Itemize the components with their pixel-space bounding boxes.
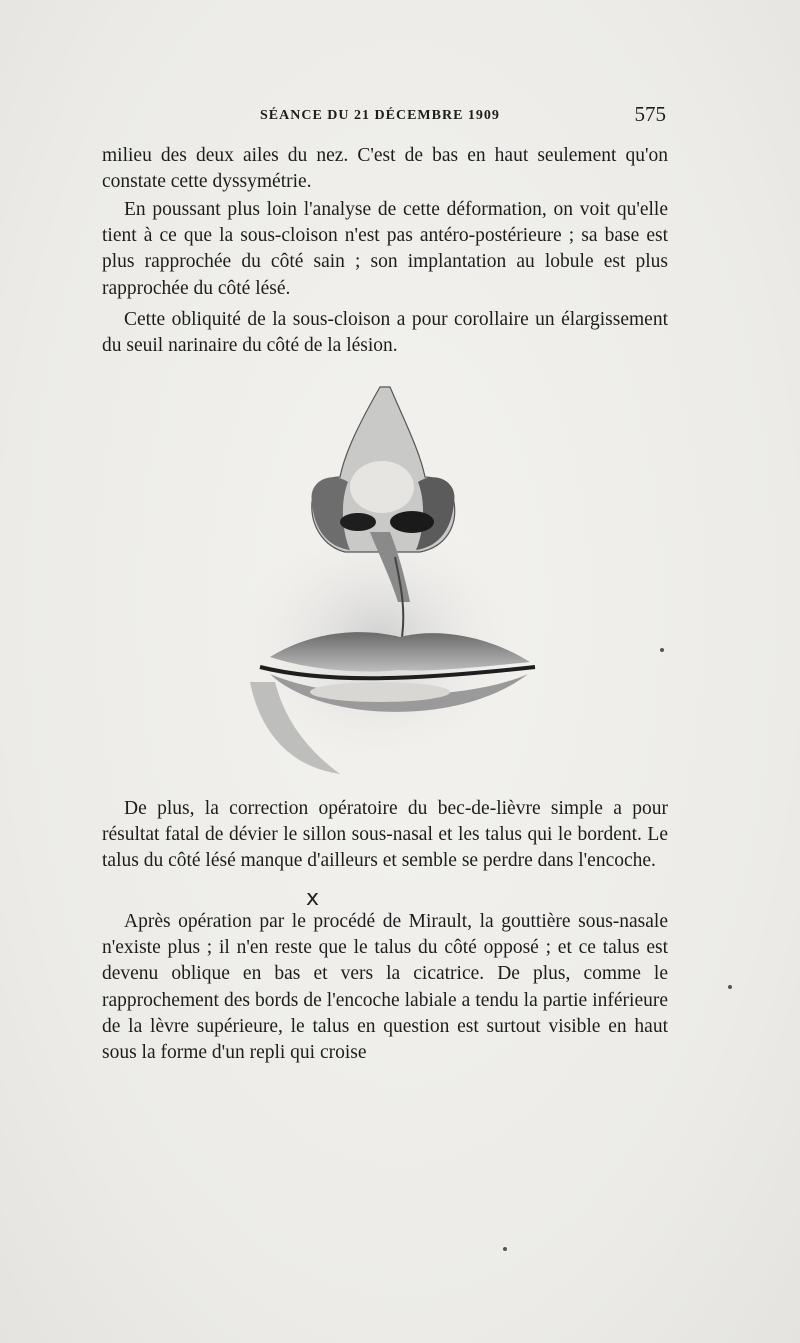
paragraph-3: Cette obliquité de la sous-cloison a pour corollaire un élargissement du seuil narinaire du côté de la lésion. (102, 309, 668, 357)
running-head: SÉANCE DU 21 DÉCEMBRE 1909 (260, 108, 500, 123)
ink-speck (660, 648, 664, 652)
left-nostril (340, 513, 376, 531)
paragraph-4: De plus, la correction opératoire du bec-de-lièvre simple a pour résultat fatal de dévier le sillon sous-nasal et les talus qui le bordent. Le talus du côté lésé manque d'ailleurs et semble se perdre dans l'encoche. (102, 798, 668, 872)
page-number: 575 (634, 102, 666, 126)
right-nostril (390, 511, 434, 533)
lower-lip-highlight (310, 682, 450, 702)
nose-lip-drawing (230, 382, 540, 782)
page-header (100, 100, 670, 134)
paragraph-2: En poussant plus loin l'analyse de cette déformation, on voit qu'elle tient à ce que la sous-cloison n'est pas antéro-postérieure ; sa base est plus rapprochée du côté sain ; son implantation au lobule est plus rapprochée du côté lésé. (102, 199, 668, 299)
paragraph-5: Après opération par le procédé de Mirault, la gouttière sous-nasale n'existe plus ; il n'en reste que le talus du côté opposé ; et ce talus est devenu oblique en bas et vers la cicatrice. De plus, comme le rapprochement des bords de l'encoche labiale a tendu la partie inférieure de la lèvre supérieure, le talus en question est surtout visible en haut sous la forme d'un repli qui croise (102, 911, 668, 1064)
paragraph-1: milieu des deux ailes du nez. C'est de bas en haut seulement qu'on constate cette dyssymétrie. (102, 145, 668, 193)
nose-lip-illustration (230, 382, 540, 782)
ink-speck (728, 985, 732, 989)
ink-speck (503, 1247, 507, 1251)
nose-tip (350, 461, 414, 513)
editorial-mark: x (306, 886, 320, 911)
